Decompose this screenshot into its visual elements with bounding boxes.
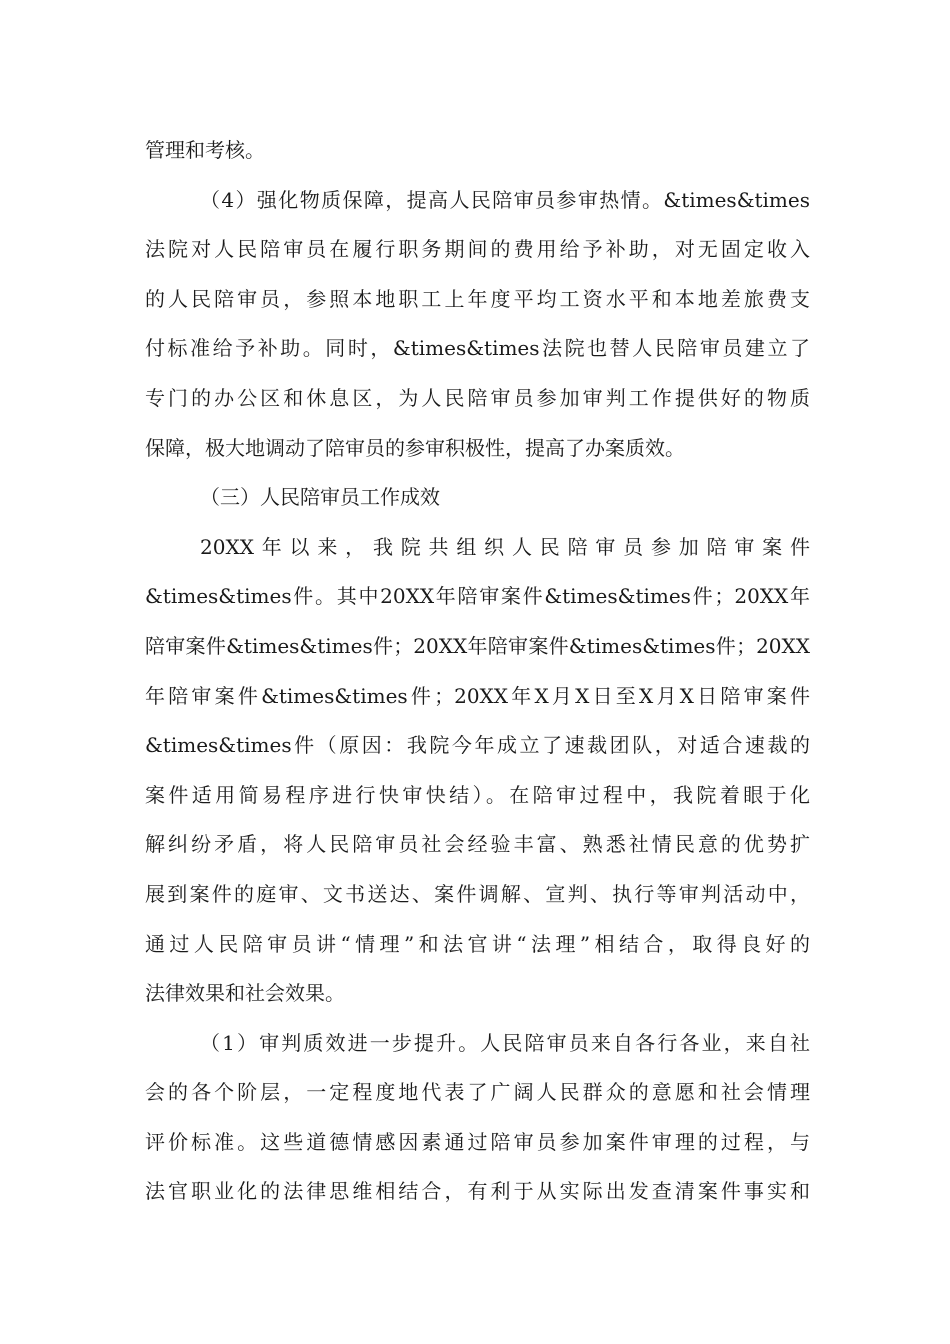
text-line: 通过人民陪审员讲“情理”和法官讲“法理”相结合，取得良好的 bbox=[145, 931, 810, 956]
text-line: （1）审判质效进一步提升。人民陪审员来自各行各业，来自社 bbox=[200, 1030, 810, 1055]
text-line: 评价标准。这些道德情感因素通过陪审员参加案件审理的过程，与 bbox=[145, 1129, 810, 1154]
text-line: 展到案件的庭审、文书送达、案件调解、宣判、执行等审判活动中， bbox=[145, 881, 810, 906]
body-text bbox=[145, 126, 810, 1217]
text-line: 案件适用简易程序进行快审快结）。在陪审过程中，我院着眼于化 bbox=[145, 782, 810, 807]
text-line: 法院对人民陪审员在履行职务期间的费用给予补助，对无固定收入 bbox=[145, 237, 810, 262]
text-line: &times&times件。其中20XX年陪审案件&times&times件；20XX年 bbox=[145, 584, 810, 609]
text-line: 专门的办公区和休息区，为人民陪审员参加审判工作提供好的物质 bbox=[145, 385, 810, 410]
text-line: 管理和考核。 bbox=[145, 138, 265, 162]
text-line: （4）强化物质保障，提高人民陪审员参审热情。&times&times bbox=[200, 187, 810, 212]
text-line: 年陪审案件&times&times件；20XX年X月X日至X月X日陪审案件 bbox=[145, 683, 810, 708]
text-line: 会的各个阶层，一定程度地代表了广阔人民群众的意愿和社会情理 bbox=[145, 1080, 810, 1105]
text-line: 法官职业化的法律思维相结合，有利于从实际出发查清案件事实和 bbox=[145, 1179, 810, 1204]
text-line: &times&times件（原因：我院今年成立了速裁团队，对适合速裁的 bbox=[145, 733, 810, 758]
text-line: 解纠纷矛盾，将人民陪审员社会经验丰富、熟悉社情民意的优势扩 bbox=[145, 832, 810, 857]
text-line: 的人民陪审员，参照本地职工上年度平均工资水平和本地差旅费支 bbox=[145, 286, 810, 311]
text-line: 法律效果和社会效果。 bbox=[145, 981, 345, 1006]
text-line: 20XX年以来，我院共组织人民陪审员参加陪审案件 bbox=[200, 534, 810, 559]
text-line: 付标准给予补助。同时，&times&times法院也替人民陪审员建立了 bbox=[145, 336, 810, 361]
text-line: 保障，极大地调动了陪审员的参审积极性，提高了办案质效。 bbox=[145, 435, 685, 460]
text-line: （三）人民陪审员工作成效 bbox=[200, 485, 440, 510]
text-line: 陪审案件&times&times件；20XX年陪审案件&times&times件；20XX bbox=[145, 633, 810, 658]
